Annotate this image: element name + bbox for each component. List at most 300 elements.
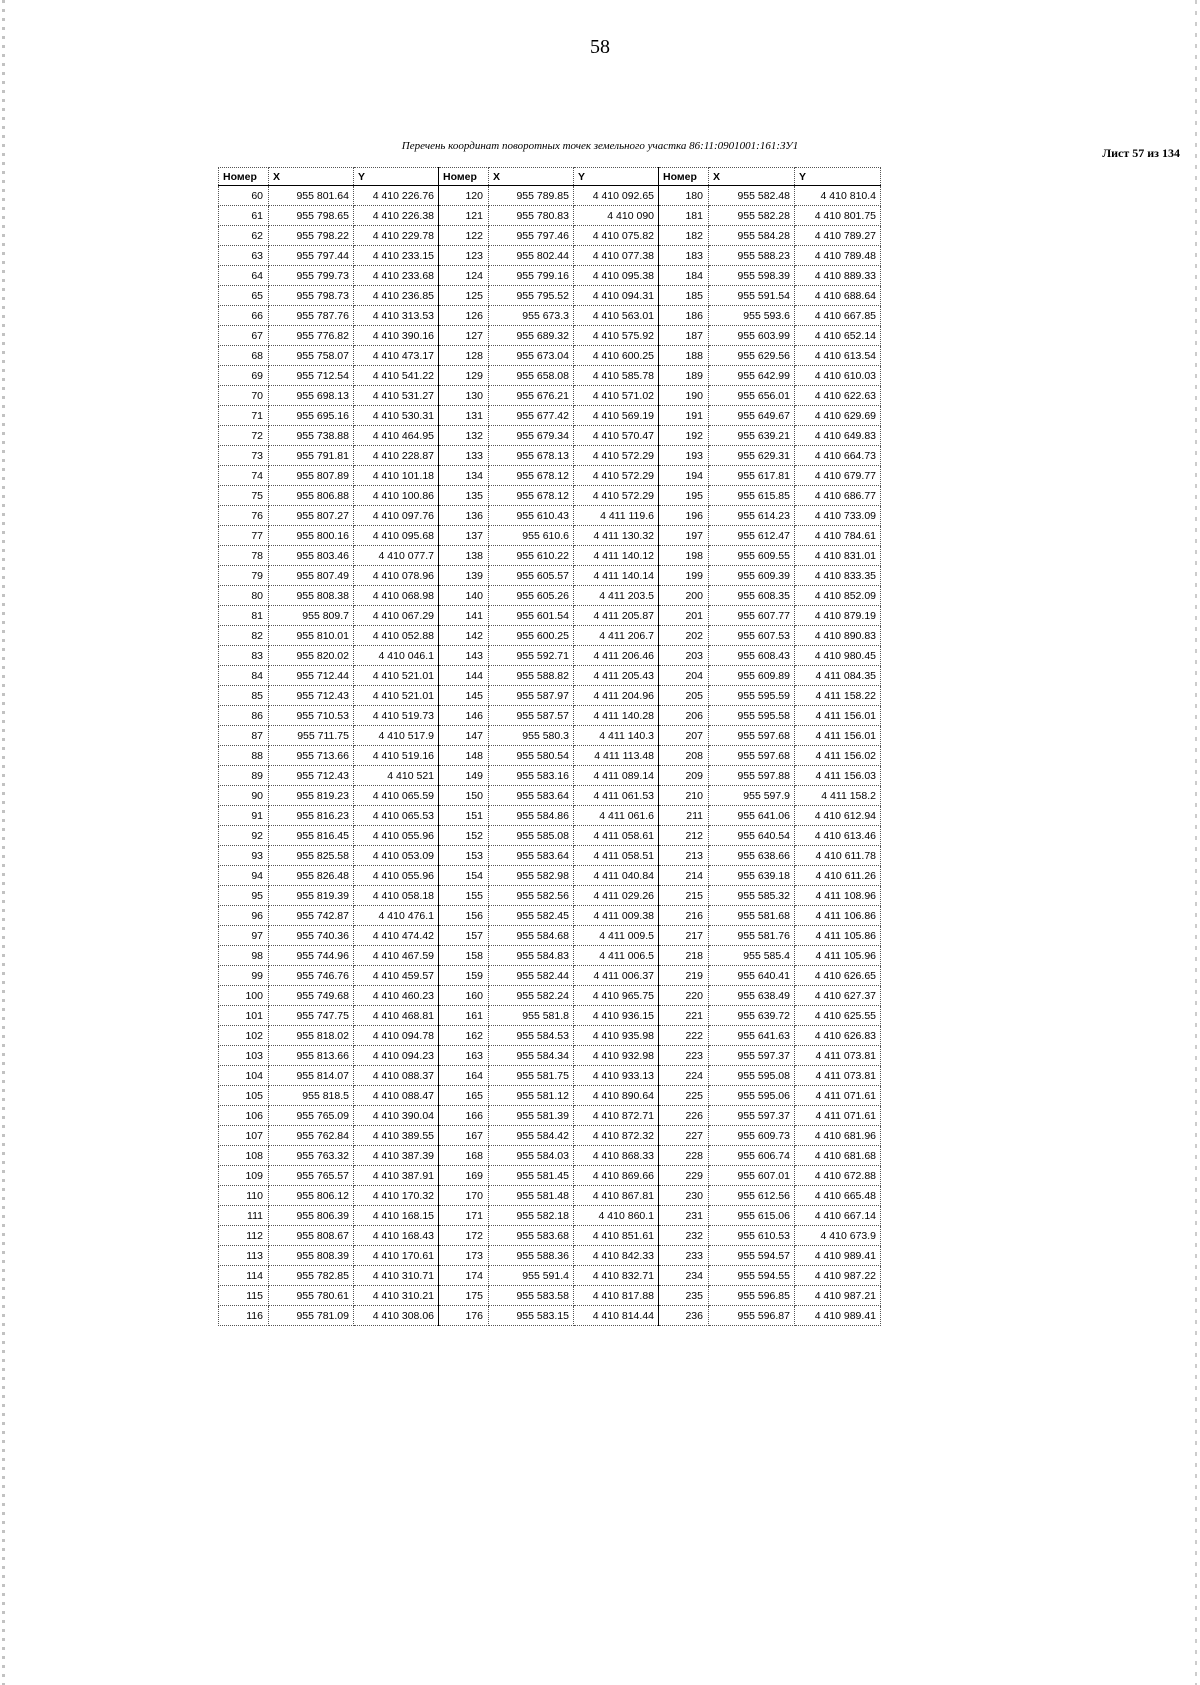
y-coordinate-cell: 4 410 088.37 [354, 1066, 439, 1086]
y-coordinate-cell: 4 411 058.51 [574, 846, 659, 866]
x-coordinate-cell: 955 765.57 [269, 1166, 354, 1186]
y-coordinate-cell: 4 410 065.59 [354, 786, 439, 806]
x-coordinate-cell: 955 592.71 [489, 646, 574, 666]
y-coordinate-cell: 4 410 521.01 [354, 686, 439, 706]
y-coordinate-cell: 4 411 009.5 [574, 926, 659, 946]
column-header: Y [354, 168, 439, 186]
point-number-cell: 223 [659, 1046, 709, 1066]
x-coordinate-cell: 955 582.56 [489, 886, 574, 906]
table-row [219, 566, 881, 586]
point-number-cell: 187 [659, 326, 709, 346]
x-coordinate-cell: 955 585.32 [709, 886, 795, 906]
point-number-cell: 98 [219, 946, 269, 966]
x-coordinate-cell: 955 758.07 [269, 346, 354, 366]
point-number-cell: 126 [439, 306, 489, 326]
point-number-cell: 137 [439, 526, 489, 546]
point-number-cell: 217 [659, 926, 709, 946]
x-coordinate-cell: 955 597.68 [709, 746, 795, 766]
point-number-cell: 107 [219, 1126, 269, 1146]
point-number-cell: 82 [219, 626, 269, 646]
x-coordinate-cell: 955 641.06 [709, 806, 795, 826]
x-coordinate-cell: 955 583.64 [489, 846, 574, 866]
y-coordinate-cell: 4 410 168.15 [354, 1206, 439, 1226]
y-coordinate-cell: 4 410 065.53 [354, 806, 439, 826]
y-coordinate-cell: 4 410 387.39 [354, 1146, 439, 1166]
table-row [219, 266, 881, 286]
point-number-cell: 65 [219, 286, 269, 306]
table-row [219, 786, 881, 806]
x-coordinate-cell: 955 597.37 [709, 1106, 795, 1126]
point-number-cell: 92 [219, 826, 269, 846]
x-coordinate-cell: 955 689.32 [489, 326, 574, 346]
point-number-cell: 125 [439, 286, 489, 306]
y-coordinate-cell: 4 411 040.84 [574, 866, 659, 886]
x-coordinate-cell: 955 593.6 [709, 306, 795, 326]
x-coordinate-cell: 955 765.09 [269, 1106, 354, 1126]
point-number-cell: 60 [219, 186, 269, 206]
point-number-cell: 152 [439, 826, 489, 846]
x-coordinate-cell: 955 588.82 [489, 666, 574, 686]
point-number-cell: 78 [219, 546, 269, 566]
x-coordinate-cell: 955 809.7 [269, 606, 354, 626]
column-header: X [709, 168, 795, 186]
x-coordinate-cell: 955 816.23 [269, 806, 354, 826]
y-coordinate-cell: 4 410 521.01 [354, 666, 439, 686]
point-number-cell: 115 [219, 1286, 269, 1306]
y-coordinate-cell: 4 410 686.77 [795, 486, 881, 506]
table-row [219, 486, 881, 506]
table-row [219, 346, 881, 366]
y-coordinate-cell: 4 411 071.61 [795, 1106, 881, 1126]
y-coordinate-cell: 4 410 563.01 [574, 306, 659, 326]
coordinates-table-body [219, 186, 881, 1326]
point-number-cell: 69 [219, 366, 269, 386]
y-coordinate-cell: 4 410 672.88 [795, 1166, 881, 1186]
y-coordinate-cell: 4 410 585.78 [574, 366, 659, 386]
y-coordinate-cell: 4 410 629.69 [795, 406, 881, 426]
y-coordinate-cell: 4 410 531.27 [354, 386, 439, 406]
x-coordinate-cell: 955 582.44 [489, 966, 574, 986]
x-coordinate-cell: 955 591.54 [709, 286, 795, 306]
table-row [219, 446, 881, 466]
table-row [219, 1086, 881, 1106]
x-coordinate-cell: 955 582.18 [489, 1206, 574, 1226]
point-number-cell: 139 [439, 566, 489, 586]
y-coordinate-cell: 4 410 387.91 [354, 1166, 439, 1186]
point-number-cell: 94 [219, 866, 269, 886]
point-number-cell: 173 [439, 1246, 489, 1266]
point-number-cell: 224 [659, 1066, 709, 1086]
y-coordinate-cell: 4 410 389.55 [354, 1126, 439, 1146]
x-coordinate-cell: 955 798.22 [269, 226, 354, 246]
table-row [219, 846, 881, 866]
table-row [219, 866, 881, 886]
x-coordinate-cell: 955 584.86 [489, 806, 574, 826]
point-number-cell: 79 [219, 566, 269, 586]
y-coordinate-cell: 4 410 832.71 [574, 1266, 659, 1286]
y-coordinate-cell: 4 410 987.21 [795, 1286, 881, 1306]
y-coordinate-cell: 4 410 052.88 [354, 626, 439, 646]
sheet-label: Лист 57 из 134 [1102, 146, 1180, 160]
point-number-cell: 202 [659, 626, 709, 646]
y-coordinate-cell: 4 410 814.44 [574, 1306, 659, 1326]
x-coordinate-cell: 955 826.48 [269, 866, 354, 886]
y-coordinate-cell: 4 410 077.38 [574, 246, 659, 266]
table-row [219, 586, 881, 606]
point-number-cell: 204 [659, 666, 709, 686]
x-coordinate-cell: 955 584.68 [489, 926, 574, 946]
x-coordinate-cell: 955 583.68 [489, 1226, 574, 1246]
y-coordinate-cell: 4 410 233.68 [354, 266, 439, 286]
point-number-cell: 189 [659, 366, 709, 386]
x-coordinate-cell: 955 582.24 [489, 986, 574, 1006]
point-number-cell: 72 [219, 426, 269, 446]
y-coordinate-cell: 4 410 390.04 [354, 1106, 439, 1126]
x-coordinate-cell: 955 595.58 [709, 706, 795, 726]
y-coordinate-cell: 4 410 092.65 [574, 186, 659, 206]
y-coordinate-cell: 4 410 831.01 [795, 546, 881, 566]
y-coordinate-cell: 4 411 205.87 [574, 606, 659, 626]
point-number-cell: 155 [439, 886, 489, 906]
x-coordinate-cell: 955 641.63 [709, 1026, 795, 1046]
point-number-cell: 111 [219, 1206, 269, 1226]
x-coordinate-cell: 955 581.75 [489, 1066, 574, 1086]
point-number-cell: 77 [219, 526, 269, 546]
point-number-cell: 122 [439, 226, 489, 246]
x-coordinate-cell: 955 638.49 [709, 986, 795, 1006]
y-coordinate-cell: 4 410 933.13 [574, 1066, 659, 1086]
point-number-cell: 87 [219, 726, 269, 746]
point-number-cell: 211 [659, 806, 709, 826]
table-row [219, 1306, 881, 1326]
table-row [219, 1286, 881, 1306]
point-number-cell: 63 [219, 246, 269, 266]
y-coordinate-cell: 4 410 474.42 [354, 926, 439, 946]
y-coordinate-cell: 4 410 226.76 [354, 186, 439, 206]
x-coordinate-cell: 955 807.27 [269, 506, 354, 526]
y-coordinate-cell: 4 411 105.96 [795, 946, 881, 966]
x-coordinate-cell: 955 584.83 [489, 946, 574, 966]
y-coordinate-cell: 4 410 575.92 [574, 326, 659, 346]
y-coordinate-cell: 4 410 613.46 [795, 826, 881, 846]
y-coordinate-cell: 4 410 667.85 [795, 306, 881, 326]
y-coordinate-cell: 4 410 517.9 [354, 726, 439, 746]
x-coordinate-cell: 955 596.85 [709, 1286, 795, 1306]
x-coordinate-cell: 955 583.16 [489, 766, 574, 786]
y-coordinate-cell: 4 410 890.83 [795, 626, 881, 646]
table-row [219, 226, 881, 246]
y-coordinate-cell: 4 410 530.31 [354, 406, 439, 426]
y-coordinate-cell: 4 411 061.53 [574, 786, 659, 806]
table-row [219, 1266, 881, 1286]
point-number-cell: 200 [659, 586, 709, 606]
point-number-cell: 97 [219, 926, 269, 946]
point-number-cell: 199 [659, 566, 709, 586]
x-coordinate-cell: 955 597.88 [709, 766, 795, 786]
x-coordinate-cell: 955 781.09 [269, 1306, 354, 1326]
point-number-cell: 85 [219, 686, 269, 706]
point-number-cell: 128 [439, 346, 489, 366]
x-coordinate-cell: 955 609.55 [709, 546, 795, 566]
x-coordinate-cell: 955 749.68 [269, 986, 354, 1006]
x-coordinate-cell: 955 609.73 [709, 1126, 795, 1146]
x-coordinate-cell: 955 601.54 [489, 606, 574, 626]
y-coordinate-cell: 4 410 868.33 [574, 1146, 659, 1166]
x-coordinate-cell: 955 607.01 [709, 1166, 795, 1186]
y-coordinate-cell: 4 411 156.02 [795, 746, 881, 766]
page-number: 58 [590, 36, 610, 58]
point-number-cell: 220 [659, 986, 709, 1006]
x-coordinate-cell: 955 600.25 [489, 626, 574, 646]
y-coordinate-cell: 4 411 058.61 [574, 826, 659, 846]
table-row [219, 926, 881, 946]
point-number-cell: 196 [659, 506, 709, 526]
point-number-cell: 67 [219, 326, 269, 346]
y-coordinate-cell: 4 410 077.7 [354, 546, 439, 566]
point-number-cell: 90 [219, 786, 269, 806]
point-number-cell: 106 [219, 1106, 269, 1126]
x-coordinate-cell: 955 612.56 [709, 1186, 795, 1206]
point-number-cell: 203 [659, 646, 709, 666]
x-coordinate-cell: 955 679.34 [489, 426, 574, 446]
point-number-cell: 172 [439, 1226, 489, 1246]
point-number-cell: 68 [219, 346, 269, 366]
table-row [219, 1066, 881, 1086]
y-coordinate-cell: 4 410 572.29 [574, 486, 659, 506]
y-coordinate-cell: 4 410 236.85 [354, 286, 439, 306]
x-coordinate-cell: 955 640.41 [709, 966, 795, 986]
column-header: Y [574, 168, 659, 186]
y-coordinate-cell: 4 410 094.23 [354, 1046, 439, 1066]
y-coordinate-cell: 4 410 679.77 [795, 466, 881, 486]
y-coordinate-cell: 4 410 852.09 [795, 586, 881, 606]
point-number-cell: 185 [659, 286, 709, 306]
point-number-cell: 81 [219, 606, 269, 626]
point-number-cell: 75 [219, 486, 269, 506]
y-coordinate-cell: 4 410 789.27 [795, 226, 881, 246]
point-number-cell: 165 [439, 1086, 489, 1106]
point-number-cell: 95 [219, 886, 269, 906]
y-coordinate-cell: 4 411 071.61 [795, 1086, 881, 1106]
y-coordinate-cell: 4 410 613.54 [795, 346, 881, 366]
x-coordinate-cell: 955 588.23 [709, 246, 795, 266]
y-coordinate-cell: 4 411 106.86 [795, 906, 881, 926]
y-coordinate-cell: 4 410 233.15 [354, 246, 439, 266]
x-coordinate-cell: 955 580.3 [489, 726, 574, 746]
y-coordinate-cell: 4 410 989.41 [795, 1306, 881, 1326]
y-coordinate-cell: 4 410 521 [354, 766, 439, 786]
y-coordinate-cell: 4 411 140.14 [574, 566, 659, 586]
x-coordinate-cell: 955 698.13 [269, 386, 354, 406]
point-number-cell: 146 [439, 706, 489, 726]
y-coordinate-cell: 4 410 476.1 [354, 906, 439, 926]
y-coordinate-cell: 4 411 206.46 [574, 646, 659, 666]
y-coordinate-cell: 4 411 113.48 [574, 746, 659, 766]
point-number-cell: 205 [659, 686, 709, 706]
point-number-cell: 116 [219, 1306, 269, 1326]
point-number-cell: 61 [219, 206, 269, 226]
table-row [219, 366, 881, 386]
y-coordinate-cell: 4 411 073.81 [795, 1046, 881, 1066]
column-header: Номер [219, 168, 269, 186]
y-coordinate-cell: 4 410 965.75 [574, 986, 659, 1006]
point-number-cell: 158 [439, 946, 489, 966]
table-row [219, 246, 881, 266]
x-coordinate-cell: 955 629.31 [709, 446, 795, 466]
point-number-cell: 161 [439, 1006, 489, 1026]
x-coordinate-cell: 955 582.45 [489, 906, 574, 926]
y-coordinate-cell: 4 410 932.98 [574, 1046, 659, 1066]
y-coordinate-cell: 4 410 867.81 [574, 1186, 659, 1206]
y-coordinate-cell: 4 410 519.16 [354, 746, 439, 766]
y-coordinate-cell: 4 410 100.86 [354, 486, 439, 506]
point-number-cell: 131 [439, 406, 489, 426]
x-coordinate-cell: 955 595.59 [709, 686, 795, 706]
x-coordinate-cell: 955 607.53 [709, 626, 795, 646]
point-number-cell: 160 [439, 986, 489, 1006]
x-coordinate-cell: 955 712.43 [269, 686, 354, 706]
x-coordinate-cell: 955 581.12 [489, 1086, 574, 1106]
y-coordinate-cell: 4 411 205.43 [574, 666, 659, 686]
column-header: Номер [659, 168, 709, 186]
y-coordinate-cell: 4 411 140.12 [574, 546, 659, 566]
point-number-cell: 114 [219, 1266, 269, 1286]
y-coordinate-cell: 4 410 890.64 [574, 1086, 659, 1106]
x-coordinate-cell: 955 780.83 [489, 206, 574, 226]
table-row [219, 1206, 881, 1226]
x-coordinate-cell: 955 673.04 [489, 346, 574, 366]
x-coordinate-cell: 955 810.01 [269, 626, 354, 646]
y-coordinate-cell: 4 411 084.35 [795, 666, 881, 686]
point-number-cell: 227 [659, 1126, 709, 1146]
point-number-cell: 228 [659, 1146, 709, 1166]
table-row [219, 546, 881, 566]
point-number-cell: 234 [659, 1266, 709, 1286]
point-number-cell: 141 [439, 606, 489, 626]
x-coordinate-cell: 955 813.66 [269, 1046, 354, 1066]
x-coordinate-cell: 955 615.85 [709, 486, 795, 506]
point-number-cell: 136 [439, 506, 489, 526]
x-coordinate-cell: 955 584.42 [489, 1126, 574, 1146]
x-coordinate-cell: 955 605.57 [489, 566, 574, 586]
x-coordinate-cell: 955 762.84 [269, 1126, 354, 1146]
x-coordinate-cell: 955 744.96 [269, 946, 354, 966]
y-coordinate-cell: 4 410 053.09 [354, 846, 439, 866]
y-coordinate-cell: 4 410 842.33 [574, 1246, 659, 1266]
point-number-cell: 80 [219, 586, 269, 606]
point-number-cell: 93 [219, 846, 269, 866]
x-coordinate-cell: 955 638.66 [709, 846, 795, 866]
table-row [219, 186, 881, 206]
x-coordinate-cell: 955 584.34 [489, 1046, 574, 1066]
x-coordinate-cell: 955 583.58 [489, 1286, 574, 1306]
point-number-cell: 127 [439, 326, 489, 346]
x-coordinate-cell: 955 594.57 [709, 1246, 795, 1266]
table-row [219, 806, 881, 826]
x-coordinate-cell: 955 678.13 [489, 446, 574, 466]
x-coordinate-cell: 955 806.39 [269, 1206, 354, 1226]
y-coordinate-cell: 4 410 310.21 [354, 1286, 439, 1306]
point-number-cell: 206 [659, 706, 709, 726]
x-coordinate-cell: 955 595.06 [709, 1086, 795, 1106]
point-number-cell: 209 [659, 766, 709, 786]
y-coordinate-cell: 4 410 817.88 [574, 1286, 659, 1306]
point-number-cell: 153 [439, 846, 489, 866]
x-coordinate-cell: 955 583.15 [489, 1306, 574, 1326]
x-coordinate-cell: 955 798.65 [269, 206, 354, 226]
point-number-cell: 120 [439, 186, 489, 206]
point-number-cell: 184 [659, 266, 709, 286]
point-number-cell: 166 [439, 1106, 489, 1126]
x-coordinate-cell: 955 639.72 [709, 1006, 795, 1026]
y-coordinate-cell: 4 411 119.6 [574, 506, 659, 526]
point-number-cell: 197 [659, 526, 709, 546]
y-coordinate-cell: 4 410 464.95 [354, 426, 439, 446]
y-coordinate-cell: 4 410 067.29 [354, 606, 439, 626]
point-number-cell: 96 [219, 906, 269, 926]
point-number-cell: 190 [659, 386, 709, 406]
y-coordinate-cell: 4 410 101.18 [354, 466, 439, 486]
x-coordinate-cell: 955 742.87 [269, 906, 354, 926]
x-coordinate-cell: 955 606.74 [709, 1146, 795, 1166]
x-coordinate-cell: 955 581.76 [709, 926, 795, 946]
y-coordinate-cell: 4 410 627.37 [795, 986, 881, 1006]
y-coordinate-cell: 4 410 459.57 [354, 966, 439, 986]
column-header: Номер [439, 168, 489, 186]
y-coordinate-cell: 4 410 789.48 [795, 246, 881, 266]
table-row [219, 766, 881, 786]
y-coordinate-cell: 4 410 673.9 [795, 1226, 881, 1246]
point-number-cell: 186 [659, 306, 709, 326]
y-coordinate-cell: 4 411 006.37 [574, 966, 659, 986]
point-number-cell: 108 [219, 1146, 269, 1166]
x-coordinate-cell: 955 677.42 [489, 406, 574, 426]
y-coordinate-cell: 4 410 467.59 [354, 946, 439, 966]
point-number-cell: 230 [659, 1186, 709, 1206]
y-coordinate-cell: 4 410 667.14 [795, 1206, 881, 1226]
point-number-cell: 100 [219, 986, 269, 1006]
x-coordinate-cell: 955 799.16 [489, 266, 574, 286]
point-number-cell: 201 [659, 606, 709, 626]
y-coordinate-cell: 4 411 156.03 [795, 766, 881, 786]
y-coordinate-cell: 4 411 158.2 [795, 786, 881, 806]
y-coordinate-cell: 4 410 055.96 [354, 826, 439, 846]
point-number-cell: 133 [439, 446, 489, 466]
x-coordinate-cell: 955 597.68 [709, 726, 795, 746]
point-number-cell: 156 [439, 906, 489, 926]
y-coordinate-cell: 4 410 879.19 [795, 606, 881, 626]
point-number-cell: 225 [659, 1086, 709, 1106]
x-coordinate-cell: 955 580.54 [489, 746, 574, 766]
table-row [219, 1146, 881, 1166]
table-row [219, 1186, 881, 1206]
point-number-cell: 112 [219, 1226, 269, 1246]
y-coordinate-cell: 4 411 029.26 [574, 886, 659, 906]
table-row [219, 826, 881, 846]
y-coordinate-cell: 4 410 611.78 [795, 846, 881, 866]
y-coordinate-cell: 4 410 046.1 [354, 646, 439, 666]
y-coordinate-cell: 4 410 980.45 [795, 646, 881, 666]
point-number-cell: 86 [219, 706, 269, 726]
y-coordinate-cell: 4 410 088.47 [354, 1086, 439, 1106]
y-coordinate-cell: 4 410 681.68 [795, 1146, 881, 1166]
y-coordinate-cell: 4 410 473.17 [354, 346, 439, 366]
point-number-cell: 99 [219, 966, 269, 986]
x-coordinate-cell: 955 825.58 [269, 846, 354, 866]
x-coordinate-cell: 955 588.36 [489, 1246, 574, 1266]
table-row [219, 1126, 881, 1146]
point-number-cell: 74 [219, 466, 269, 486]
